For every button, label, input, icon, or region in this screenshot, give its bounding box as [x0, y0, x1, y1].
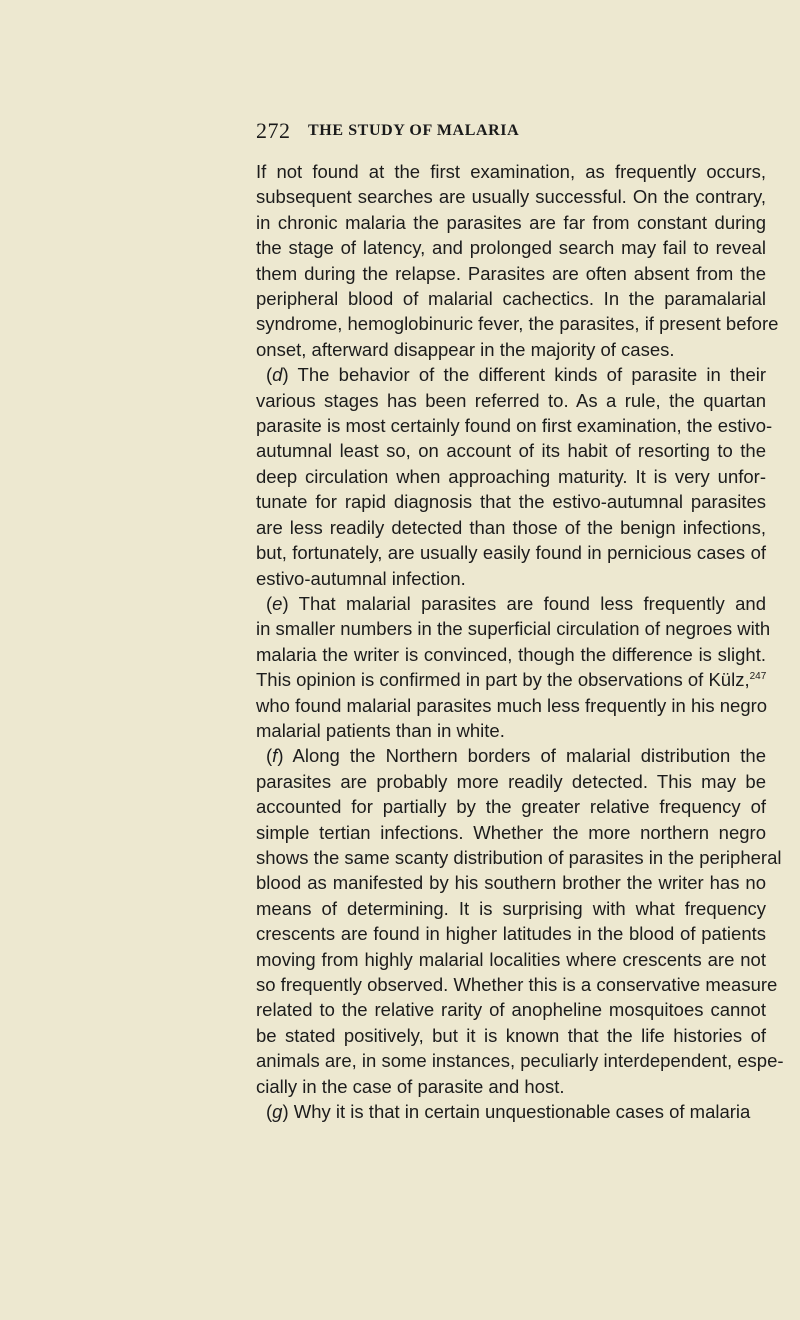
- text-line: [256, 896, 766, 921]
- section-marker: (g: [266, 1101, 283, 1123]
- line-text: malarial patients than in white.: [256, 719, 505, 741]
- line-text: who found malarial parasites much less frequently in his negro: [256, 694, 768, 716]
- line-text: in chronic malaria the parasites are far from constant during: [256, 211, 766, 233]
- line-text: peripheral blood of malarial cachectics. In the paramalarial: [256, 288, 766, 310]
- text-line: [256, 210, 766, 235]
- text-line: [256, 464, 766, 489]
- line-text: ) That malarial parasites are found less frequently and: [282, 592, 766, 614]
- text-line: [256, 566, 766, 591]
- section-marker: (e: [266, 592, 283, 614]
- text-line: [256, 286, 766, 311]
- line-text: malaria the writer is convinced, though the difference is slight.: [256, 643, 766, 665]
- text-line: [256, 947, 766, 972]
- line-text: animals are, in some instances, peculiarly interdependent, espe-: [256, 1050, 784, 1072]
- line-text: This opinion is confirmed in part by the observations of Külz,: [256, 669, 750, 691]
- line-text: are less readily detected than those of the benign infections,: [256, 516, 766, 538]
- line-text: ) Along the Northern borders of malarial distribution the: [277, 745, 766, 767]
- line-text: parasite is most certainly found on first examination, the estivo-: [256, 415, 773, 437]
- text-line: [256, 1099, 766, 1124]
- line-text: subsequent searches are usually successful. On the contrary,: [256, 186, 766, 208]
- page-number: 272: [256, 118, 291, 143]
- line-text: ) Why it is that in certain unquestionable cases of malaria: [282, 1101, 751, 1123]
- text-line: [256, 591, 766, 616]
- text-line: [256, 515, 766, 540]
- text-line: [256, 769, 766, 794]
- line-text: in smaller numbers in the superficial circulation of negroes with: [256, 618, 771, 640]
- text-line: [256, 743, 766, 768]
- text-line: [256, 540, 766, 565]
- line-text: If not found at the first examination, as frequently occurs,: [256, 161, 766, 182]
- text-line: [256, 870, 766, 895]
- line-text: syndrome, hemoglobinuric fever, the parasites, if present before: [256, 313, 779, 335]
- text-line: [256, 642, 766, 667]
- line-text: crescents are found in higher latitudes in the blood of patients: [256, 923, 766, 945]
- line-text: moving from highly malarial localities where crescents are not: [256, 948, 766, 970]
- line-text: various stages has been referred to. As a rule, the quartan: [256, 389, 766, 411]
- line-text: shows the same scanty distribution of parasites in the peripheral: [256, 846, 782, 868]
- line-text: the stage of latency, and prolonged search may fail to reveal: [256, 237, 766, 259]
- line-text: simple tertian infections. Whether the more northern negro: [256, 821, 766, 843]
- section-marker: (f: [266, 745, 278, 767]
- section-marker: (d: [266, 364, 283, 386]
- text-line: [256, 159, 766, 184]
- text-line: [256, 718, 766, 743]
- body-text: [256, 159, 784, 1124]
- line-text: cially in the case of parasite and host.: [256, 1075, 565, 1097]
- text-line: [256, 261, 766, 286]
- text-line: [256, 667, 766, 692]
- line-text: so frequently observed. Whether this is a conservative measure: [256, 974, 778, 995]
- text-line: [256, 820, 766, 845]
- line-text: means of determining. It is surprising with what frequency: [256, 897, 766, 919]
- line-text: parasites are probably more readily detected. This may be: [256, 770, 766, 792]
- text-line: [256, 362, 766, 387]
- text-line: [256, 235, 766, 260]
- text-line: [256, 184, 766, 209]
- text-line: [256, 1023, 766, 1048]
- line-text: accounted for partially by the greater relative frequency of: [256, 796, 766, 818]
- line-text: ) The behavior of the different kinds of parasite in their: [282, 364, 766, 386]
- line-text: deep circulation when approaching maturity. It is very unfor-: [256, 465, 766, 487]
- line-text: blood as manifested by his southern brother the writer has no: [256, 872, 766, 894]
- text-line: [256, 337, 766, 362]
- text-line: [256, 1048, 784, 1073]
- text-line: [256, 693, 766, 718]
- text-line: [256, 794, 766, 819]
- text-line: [256, 413, 773, 438]
- text-line: [256, 921, 766, 946]
- line-text: autumnal least so, on account of its habit of resorting to the: [256, 440, 766, 462]
- line-text: but, fortunately, are usually easily found in pernicious cases of: [256, 542, 766, 564]
- line-text: related to the relative rarity of anopheline mosquitoes cannot: [256, 999, 766, 1021]
- text-line: [256, 1074, 766, 1099]
- text-line: [256, 438, 766, 463]
- text-line: [256, 311, 779, 336]
- text-line: [256, 845, 782, 870]
- running-head: THE STUDY OF MALARIA: [308, 122, 520, 139]
- line-text: them during the relapse. Parasites are often absent from the: [256, 262, 766, 284]
- text-line: [256, 972, 778, 997]
- line-text: estivo-autumnal infection.: [256, 567, 466, 589]
- line-text: tunate for rapid diagnosis that the estivo-autumnal parasites: [256, 491, 766, 513]
- line-text: be stated positively, but it is known that the life histories of: [256, 1024, 766, 1046]
- text-line: [256, 388, 766, 413]
- text-line: [256, 489, 766, 514]
- footnote-reference[interactable]: 247: [749, 671, 767, 683]
- text-line: [256, 616, 771, 641]
- line-text: onset, afterward disappear in the majority of cases.: [256, 338, 675, 360]
- text-line: [256, 997, 766, 1022]
